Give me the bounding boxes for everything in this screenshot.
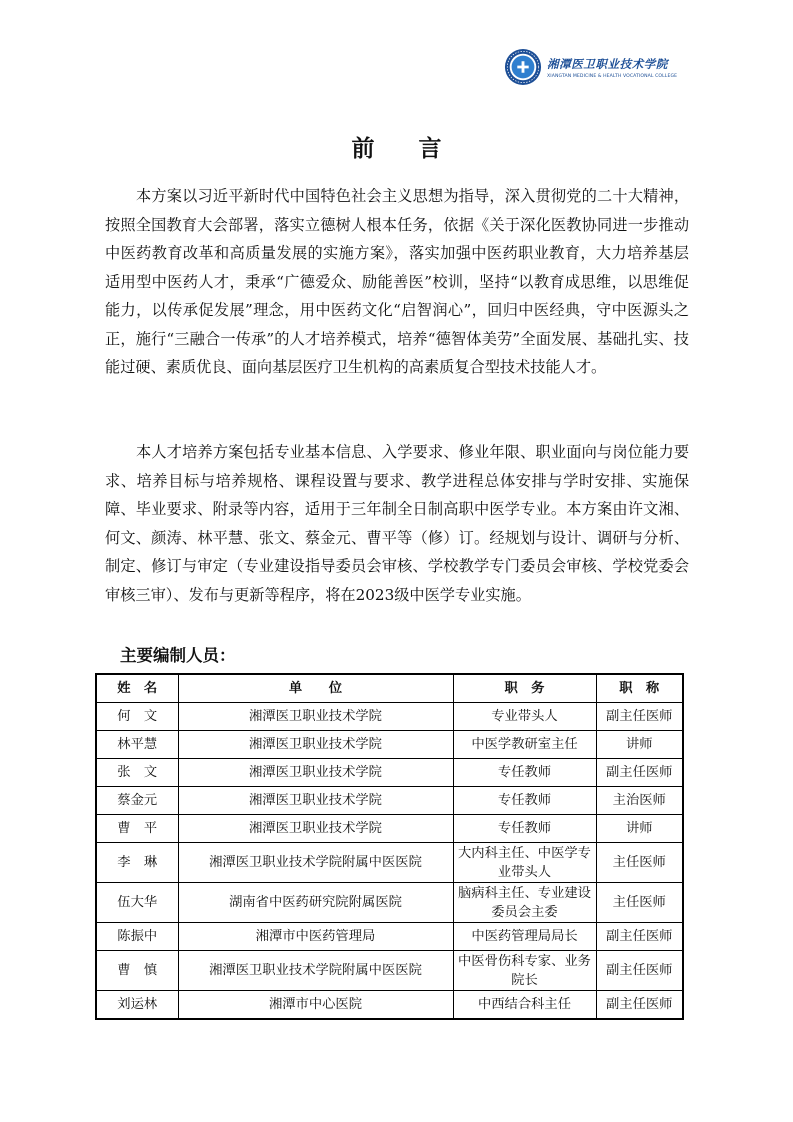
cell-unit: 湘潭医卫职业技术学院 (178, 731, 453, 759)
cell-name: 何 文 (96, 703, 178, 731)
cell-post: 中医药管理局局长 (453, 923, 596, 951)
cell-title: 主治医师 (596, 787, 683, 815)
staff-table (95, 673, 684, 1020)
school-logo (504, 45, 689, 89)
cell-name: 李 琳 (96, 843, 178, 883)
cell-title: 副主任医师 (596, 759, 683, 787)
cell-title: 讲师 (596, 815, 683, 843)
cell-title: 讲师 (596, 731, 683, 759)
table-row (96, 731, 683, 759)
cell-title: 主任医师 (596, 843, 683, 883)
cell-post: 大内科主任、中医学专业带头人 (453, 843, 596, 883)
cell-unit: 湘潭市中医药管理局 (178, 923, 453, 951)
school-seal-icon (504, 48, 542, 86)
staff-heading: 主要编制人员： (120, 646, 236, 665)
cell-name: 曹 平 (96, 815, 178, 843)
page-title: 前 言 (351, 136, 460, 162)
table-row (96, 991, 683, 1020)
cell-name: 刘运林 (96, 991, 178, 1020)
header-name: 姓 名 (96, 674, 178, 703)
cell-name: 曹 慎 (96, 951, 178, 991)
cell-title: 副主任医师 (596, 991, 683, 1020)
cell-post: 专任教师 (453, 815, 596, 843)
table-row (96, 843, 683, 883)
cell-title: 副主任医师 (596, 923, 683, 951)
cell-unit: 湘潭医卫职业技术学院附属中医医院 (178, 951, 453, 991)
table-row (96, 923, 683, 951)
cell-name: 伍大华 (96, 883, 178, 923)
cell-unit: 湘潭医卫职业技术学院 (178, 759, 453, 787)
intro-paragraph-1: 本方案以习近平新时代中国特色社会主义思想为指导，深入贯彻党的二十大精神，按照全国教育大会部署，落实立德树人根本任务，依据《关于深化医教协同进一步推动中医药教育改革和高质量发展的实施方案》，落实加强中医药职业教育，大力培养基层适用型中医药人才，秉承“广德爱众、励能善医”校训，坚持“以教育成思维，以思维促能力，以传承促发展”理念，用中医药文化“启智润心”，回归中医经典，守中医源头之正，施行“三融合一传承”的人才培养模式，培养“德智体美劳”全面发展、基础扎实、技能过硬、素质优良、面向基层医疗卫生机构的高素质复合型技术技能人才。 (105, 187, 689, 376)
cell-name: 张 文 (96, 759, 178, 787)
cell-title: 主任医师 (596, 883, 683, 923)
table-row (96, 883, 683, 923)
table-row (96, 787, 683, 815)
header-post: 职 务 (453, 674, 596, 703)
table-header-row (96, 674, 683, 703)
cell-unit: 湘潭医卫职业技术学院 (178, 703, 453, 731)
cell-title: 副主任医师 (596, 703, 683, 731)
header-title: 职 称 (596, 674, 683, 703)
school-name-en: XIANGTAN MEDICINE & HEALTH VOCATIONAL COLLEGE (547, 73, 678, 79)
cell-unit: 湘潭医卫职业技术学院附属中医医院 (178, 843, 453, 883)
cell-name: 陈振中 (96, 923, 178, 951)
school-name-cn: 湘潭医卫职业技术学院 (547, 56, 668, 71)
cell-name: 蔡金元 (96, 787, 178, 815)
cell-unit: 湖南省中医药研究院附属医院 (178, 883, 453, 923)
cell-name: 林平慧 (96, 731, 178, 759)
cell-unit: 湘潭医卫职业技术学院 (178, 787, 453, 815)
cell-unit: 湘潭市中心医院 (178, 991, 453, 1020)
cell-post: 中医骨伤科专家、业务院长 (453, 951, 596, 991)
cell-unit: 湘潭医卫职业技术学院 (178, 815, 453, 843)
cell-post: 专业带头人 (453, 703, 596, 731)
cell-post: 脑病科主任、专业建设委员会主委 (453, 883, 596, 923)
cell-post: 专任教师 (453, 759, 596, 787)
table-row (96, 951, 683, 991)
table-row (96, 759, 683, 787)
cell-post: 中医学教研室主任 (453, 731, 596, 759)
cell-post: 中西结合科主任 (453, 991, 596, 1020)
table-row (96, 815, 683, 843)
intro-paragraph-2: 本人才培养方案包括专业基本信息、入学要求、修业年限、职业面向与岗位能力要求、培养目标与培养规格、课程设置与要求、教学进程总体安排与学时安排、实施保障、毕业要求、附录等内容，适用于三年制全日制高职中医学专业。本方案由许文湘、何文、颜涛、林平慧、张文、蔡金元、曹平等（修）订。经规划与设计、调研与分析、制定、修订与审定（专业建设指导委员会审核、学校教学专门委员会审核、学校党委会审核三审）、发布与更新等程序，将在2023级中医学专业实施。 (105, 443, 689, 604)
cell-post: 专任教师 (453, 787, 596, 815)
header-unit: 单 位 (178, 674, 453, 703)
cell-title: 副主任医师 (596, 951, 683, 991)
table-row (96, 703, 683, 731)
